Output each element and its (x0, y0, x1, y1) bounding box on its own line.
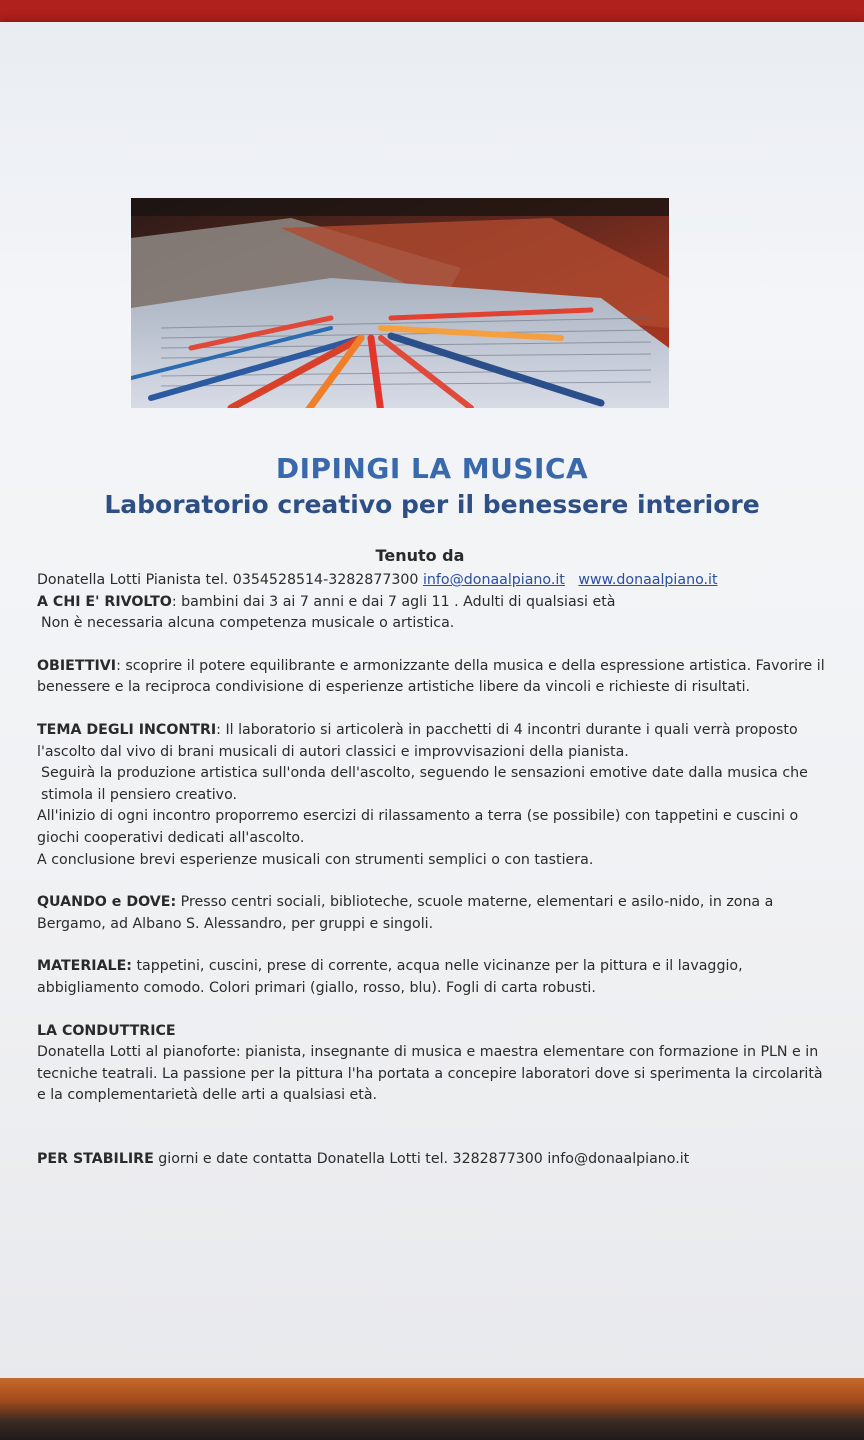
flyer-sheet (0, 22, 864, 1388)
table-surface (0, 1378, 864, 1440)
tema-text: : Il laboratorio si articolerà in pacchetti di 4 incontri durante i quali verrà proposto l'ascolto dal vivo di brani musicali di autori classici e improvvisazioni della pianista. (37, 721, 798, 760)
stabilire-text: giorni e date contatta Donatella Lotti tel. 3282877300 info@donaalpiano.it (153, 1150, 690, 1167)
tema-line-4: A conclusione brevi esperienze musicali con strumenti semplici o con tastiera. (37, 851, 594, 868)
contact-line (37, 570, 827, 592)
sheet-music-pencils-illustration (131, 198, 669, 408)
conduttrice-text: Donatella Lotti al pianoforte: pianista, insegnante di musica e maestra elementare con formazione in PLN e in tecniche teatrali. La passione per la pittura l'ha portata a concepire laboratori dove si sperimenta la circolarità e la complementarietà delle arti a qualsiasi età. (37, 1044, 823, 1104)
website-link[interactable]: www.donaalpiano.it (578, 572, 718, 588)
rivolto-note: Non è necessaria alcuna competenza musicale o artistica. (41, 615, 455, 632)
tenuto-da-heading: Tenuto da (375, 546, 465, 565)
obiettivi-label: OBIETTIVI (37, 657, 117, 674)
stabilire-line (37, 1149, 827, 1171)
tema-label: TEMA DEGLI INCONTRI (37, 721, 217, 738)
obiettivi-paragraph (37, 656, 827, 699)
tema-paragraph (37, 720, 827, 763)
rivolto-label: A CHI E' RIVOLTO (37, 593, 172, 610)
rivolto-text: : bambini dai 3 ai 7 anni e dai 7 agli 11 . Adulti di qualsiasi età (171, 593, 616, 610)
flyer-subtitle: Laboratorio creativo per il benessere interiore (104, 490, 760, 519)
flyer-title: DIPINGI LA MUSICA (275, 452, 589, 485)
flyer-body (37, 570, 827, 1170)
obiettivi-text: : scoprire il potere equilibrante e armonizzante della musica e della espressione artistica. Favorire il benessere e la reciproca condivisione di esperienze artistiche libere da vincoli e richieste di risultati. (37, 657, 825, 696)
materiale-text: tappetini, cuscini, prese di corrente, acqua nelle vicinanze per la pittura e il lavaggio, abbigliamento comodo. Colori primari (giallo, rosso, blu). Fogli di carta robusti. (37, 958, 743, 996)
rivolto-line (37, 592, 827, 614)
conduttrice-label: LA CONDUTTRICE (37, 1022, 176, 1039)
banner-image-sheet-music-pencils (131, 198, 669, 408)
quando-paragraph (37, 892, 827, 935)
materiale-paragraph (37, 956, 827, 999)
quando-label: QUANDO e DOVE: (37, 894, 177, 911)
quando-text: Presso centri sociali, biblioteche, scuole materne, elementari e asilo-nido, in zona a Bergamo, ad Albano S. Alessandro, per gruppi e singoli. (37, 894, 774, 932)
materiale-label: MATERIALE: (37, 958, 132, 975)
stabilire-label: PER STABILIRE (37, 1150, 154, 1167)
contact-text: Donatella Lotti Pianista tel. 0354528514-3282877300 (37, 572, 419, 588)
tema-line-3: All'inizio di ogni incontro proporremo esercizi di rilassamento a terra (se possibile) con tappetini e cuscini o giochi cooperativi dedicati all'ascolto. (37, 808, 799, 846)
email-link[interactable]: info@donaalpiano.it (422, 572, 565, 588)
tema-line-2: Seguirà la produzione artistica sull'onda dell'ascolto, seguendo le sensazioni emotive date dalla musica che stimola il pensiero creativo. (41, 765, 808, 803)
